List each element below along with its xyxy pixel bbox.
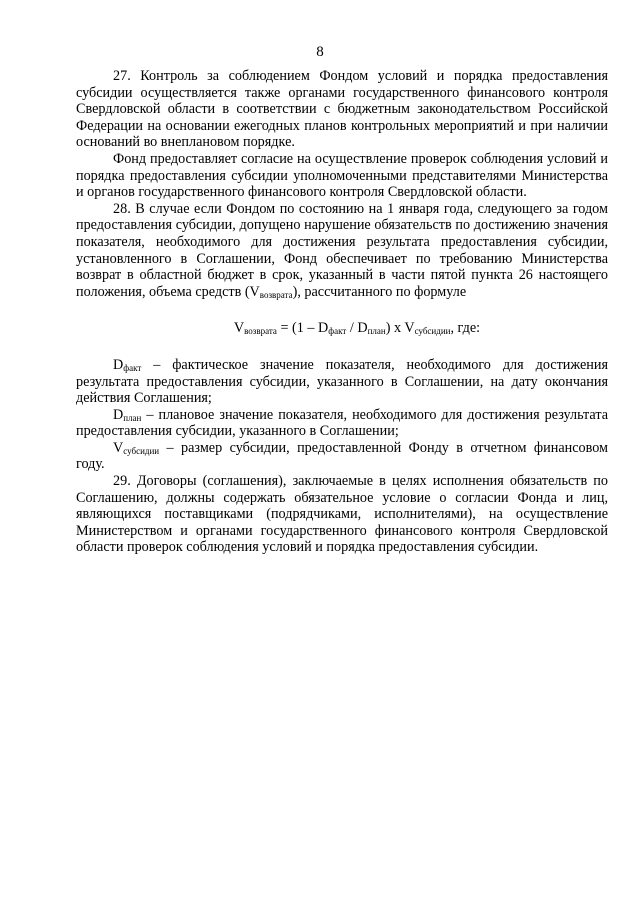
definition-dfact: [76, 357, 608, 407]
definition-dplan: [76, 407, 608, 440]
formula-vsubs-sub: субсидии: [414, 326, 451, 337]
definition-dfact-symbol: D: [113, 356, 124, 373]
formula-dplan-sub: план: [367, 326, 386, 337]
definition-vsubs: [76, 440, 608, 473]
definition-vsubs-sub: субсидии: [123, 445, 160, 456]
formula-div: / D: [346, 320, 368, 337]
paragraph-27-consent: Фонд предоставляет согласие на осуществление проверок соблюдения условий и порядка предоставления субсидии уполномоченными представителями Министерства и органов государственного финансового контроля Свердловской области.: [76, 150, 608, 201]
definition-dplan-symbol: D: [113, 406, 124, 423]
definition-dplan-sub: план: [123, 412, 142, 423]
document-body: [76, 68, 608, 556]
paragraph-28-text: 28. В случае если Фондом по состоянию на 1 января года, следующего за годом предоставления субсидии, допущено нарушение обязательств по достижению значения показателя, необходимого для достижения результата предоставления субсидии, установленного в Соглашении, Фонд обеспечивает по требованию Министерства возврат в областной бюджет в срок, указанный в части пятой пункта 26 настоящего положения, объема средств (V: [76, 200, 608, 300]
definition-vsubs-text: – размер субсидии, предоставленной Фонду в отчетном финансовом году.: [76, 439, 608, 473]
paragraph-28: [76, 201, 608, 301]
return-formula: [76, 320, 608, 337]
paragraph-28-text-end: ), рассчитанного по формуле: [292, 283, 467, 300]
formula-eq: = (1 – D: [276, 320, 329, 337]
page-number: 8: [316, 44, 324, 60]
definition-dfact-sub: факт: [123, 362, 142, 373]
paragraph-29: 29. Договоры (соглашения), заключаемые в целях исполнения обязательств по Соглашению, должны содержать обязательное условие о согласии Фонда и лиц, являющихся поставщиками (подрядчиками, исполнителями), на осуществление Министерством и органами государственного финансового контроля Свердловской области проверок соблюдения условий и порядка предоставления субсидии.: [76, 473, 608, 556]
definition-dfact-text: – фактическое значение показателя, необходимого для достижения результата предоставления субсидии, указанного в Соглашении, на дату окончания действия Соглашения;: [76, 356, 608, 407]
definition-dplan-text: – плановое значение показателя, необходимого для достижения результата предоставления субсидии, указанного в Соглашении;: [76, 406, 608, 440]
paragraph-27: 27. Контроль за соблюдением Фондом условий и порядка предоставления субсидии осуществляется также органами государственного финансового контроля Свердловской области в соответствии с бюджетным законодательством Российской Федерации на основании ежегодных планов контрольных мероприятий и при наличии оснований во внеплановом порядке.: [76, 68, 608, 151]
formula-v: V: [233, 320, 245, 337]
formula-v-sub: возврата: [244, 326, 277, 337]
formula-dfact-sub: факт: [328, 326, 347, 337]
definition-vsubs-symbol: V: [113, 439, 124, 456]
formula-times: ) x V: [385, 320, 415, 337]
formula-where: , где:: [450, 320, 481, 337]
paragraph-28-subscript: возврата: [259, 289, 293, 300]
